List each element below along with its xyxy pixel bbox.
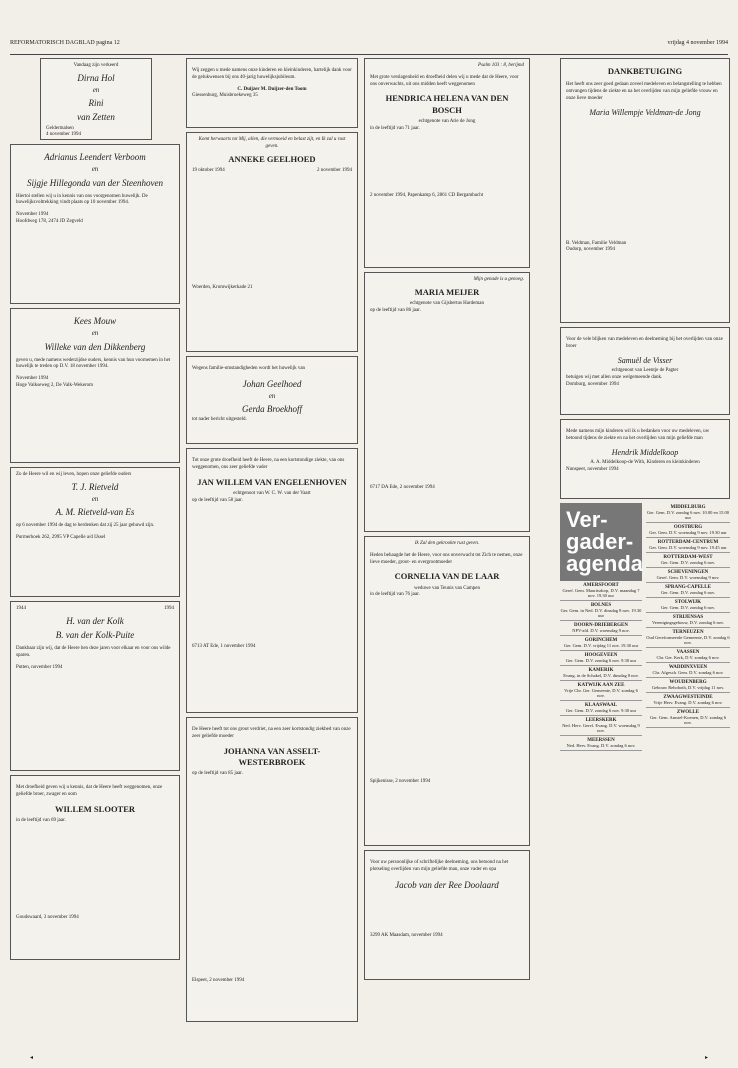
agenda-heading-line: agenda xyxy=(566,551,644,576)
agenda-details: Vrije Chr. Ger. Gemeente, D.V. zondag 6 nov. xyxy=(564,688,638,698)
age: in de leeftijd van 71 jaar. xyxy=(370,125,420,131)
date: November 1994 xyxy=(16,376,49,382)
age: op de leeftijd van 86 jaar. xyxy=(370,307,421,313)
agenda-details: Ger. Gem. Amstel-Koenen, D.V. zondag 6 nov. xyxy=(650,715,726,725)
thanks-duijzer xyxy=(186,58,358,128)
year-end: 1994 xyxy=(164,606,174,611)
obituary-slooter xyxy=(10,775,180,960)
person-name: Kees Mouw xyxy=(73,316,117,326)
agenda-heading-line: gader- xyxy=(566,529,634,554)
agenda-place: AMERSFOORT xyxy=(583,583,619,588)
deceased-name: HENDRICA HELENA VAN DEN BOSCH xyxy=(385,93,509,115)
agenda-entry xyxy=(646,693,730,708)
agenda-details: Ger. Gem. D.V. vrijdag 11 nov. 19.30 uur xyxy=(563,643,639,648)
address: Woerden, Kromwijkerkade 21 xyxy=(192,284,253,290)
thanks-veldman xyxy=(560,58,730,323)
thanks-de-visser xyxy=(560,327,730,415)
agenda-details: Oud Gereformeerde Gemeente, D.V. zondag 6 nov. xyxy=(646,635,730,645)
body-text: Dankbaar zijn wij, dat de Heere hen deze jaren voor elkaar en voor ons wilde sparen. xyxy=(16,646,171,658)
agenda-entry xyxy=(560,701,642,716)
deceased-name: ANNEKE GEELHOED xyxy=(228,153,316,164)
conjunction: en xyxy=(268,391,276,400)
deceased-name: JAN WILLEM VAN ENGELENHOVEN xyxy=(197,476,347,487)
arrow-left-icon: ◂ xyxy=(30,1055,34,1061)
agenda-place: DOORN-DRIEBERGEN xyxy=(574,623,628,628)
announcement-verboom xyxy=(10,144,180,304)
thanks-middelkoop xyxy=(560,419,730,499)
column-3 xyxy=(364,58,530,984)
scripture-quote: Komt herwaarts tot Mij, allen, die vermoeid en belast zijt, en Ik zal u rust geven. xyxy=(198,137,346,149)
address: Putten, november 1994 xyxy=(16,664,63,670)
agenda-heading xyxy=(560,503,642,581)
deceased-name: JOHANNA VAN ASSELT-WESTERBROEK xyxy=(223,745,321,767)
person-name: A. M. Rietveld-van Es xyxy=(55,507,135,518)
vergader-agenda xyxy=(560,503,730,751)
agenda-details: Ger. Gem. D.V. zondag 6 nov. 10.00 en 15.00 uur xyxy=(647,510,729,520)
date: November 1994 xyxy=(16,212,49,218)
agenda-place: GORINCHEM xyxy=(584,638,618,643)
agenda-entry xyxy=(646,583,730,598)
agenda-details: Ger. Gem. D.V. zondag 6 nov. 9.30 uur xyxy=(565,658,637,663)
announcement-mouw xyxy=(10,308,180,463)
announcement-van-der-kolk xyxy=(10,601,180,771)
address: 6713 AT Ede, 1 november 1994 xyxy=(192,644,256,650)
agenda-right-list xyxy=(646,503,730,751)
deceased-name: CORNELIA VAN DE LAAR xyxy=(394,571,500,582)
agenda-entry xyxy=(646,568,730,583)
death-date: 2 november 1994 xyxy=(317,167,352,173)
agenda-place: ZWOLLE xyxy=(676,710,700,715)
column-5 xyxy=(560,58,730,751)
person-name: H. van der Kolk xyxy=(66,615,124,626)
intro-text: Zo de Heere wil en wij leven, hopen onze geliefde ouders xyxy=(16,472,132,477)
agenda-details: Verenigingsgebouw, D.V. zondag 6 nov. xyxy=(651,620,725,625)
agenda-entry xyxy=(646,598,730,613)
agenda-entry xyxy=(646,628,730,648)
scripture-quote: Ik Zal den gekrookte rust geven. xyxy=(414,541,480,546)
address: Elspeet, 2 november 1994 xyxy=(192,978,245,984)
body-text: Het heeft ons zeer goed gedaan zoveel medeleven en belangstelling te hebben ontvangen tijdens de ziekte en na het overlijden van mijn geliefde vrouw en onze lieve moeder xyxy=(566,82,722,101)
agenda-details: Geref. Gem. D.V. woensdag 9 nov. xyxy=(656,575,720,580)
person-name: Dirna Hol xyxy=(77,72,115,83)
agenda-place: SCHEVENINGEN xyxy=(667,570,709,575)
footer-text: tot nader bericht uitgesteld. xyxy=(192,417,247,423)
person-name: Sijgje Hillegonda van der Steenhoven xyxy=(27,177,163,188)
agenda-entry xyxy=(560,736,642,751)
conjunction: en xyxy=(91,494,99,503)
agenda-details: Ger. Gem. D.V. woensdag 9 nov. 19.30 uur xyxy=(649,530,727,535)
agenda-place: STRIJENSAS xyxy=(672,615,704,620)
address: Hoofdweg 178, 2474 JD Zegveld xyxy=(16,218,83,224)
agenda-details: Ger. Gem. D.V. zondag 6 nov. xyxy=(660,560,716,565)
spouse: echtgenoot van Leentje de Pagter xyxy=(611,368,679,374)
person-name: Gerda Broekhoff xyxy=(241,404,303,415)
agenda-place: MEERSSEN xyxy=(587,738,615,743)
agenda-entry xyxy=(560,601,642,621)
age: op de leeftijd van 58 jaar. xyxy=(192,497,243,503)
address: Purmerhoek 262, 2995 VP Capelle a/d IJssel xyxy=(16,535,106,541)
address: 3299 AK Maasdam, november 1994 xyxy=(370,932,443,938)
agenda-entry xyxy=(560,621,642,636)
agenda-details: Gebouw Rehoboth, D.V. vrijdag 11 nov. xyxy=(651,685,725,690)
agenda-place: BOLNES xyxy=(590,603,612,608)
body-text: Tot onze grote droefheid heeft de Heere, na een kortstondige ziekte, van ons weggenomen, ons zeer geliefde vader xyxy=(192,458,345,470)
obituary-van-engelenhoven xyxy=(186,448,358,713)
agenda-details: Ger. Gem. in Ned. D.V. dinsdag 8 nov. 19.30 uur xyxy=(560,608,642,618)
header-left: REFORMATORISCH DAGBLAD pagina 12 xyxy=(10,40,120,46)
agenda-place: LEERSKERK xyxy=(585,718,617,723)
spouse: echtgenote van Arie de Jong xyxy=(418,119,476,125)
announcement-hol-van-zetten xyxy=(40,58,152,140)
agenda-place: OOSTBURG xyxy=(673,525,703,530)
header-right: vrijdag 4 november 1994 xyxy=(667,40,728,46)
address: Domburg, november 1994 xyxy=(566,381,619,387)
address: Spijkenisse, 2 november 1994 xyxy=(370,779,431,785)
agenda-details: Ned. Herv. Geref. Evang. D.V. woensdag 9 nov. xyxy=(562,723,640,733)
body-text: op 6 november 1994 de dag te herdenken dat zij 25 jaar gehuwd zijn. xyxy=(16,523,155,529)
obituary-geelhoed xyxy=(186,132,358,352)
body-text: Wegens familie-omstandigheden wordt het huwelijk van xyxy=(192,366,306,371)
agenda-entry xyxy=(560,681,642,701)
signature: A. A. Middelkoop-de With, Kinderen en kleinkinderen xyxy=(590,460,700,466)
intro-text: Vandaag zijn verkeerd xyxy=(73,63,119,68)
agenda-details: Geref. Gem. Mauritsdorp, D.V. maandag 7 nov. 19.30 uur xyxy=(562,588,640,598)
agenda-entry xyxy=(560,666,642,681)
date: 4 november 1994 xyxy=(46,132,81,138)
obituary-van-de-laar xyxy=(364,536,530,846)
body-text: De Heere heeft tot ons groot verdriet, na een zeer kortstondig ziekbed van onze zeer geliefde moeder xyxy=(192,727,351,739)
agenda-place: WOUDENBERG xyxy=(669,680,707,685)
body-text: Hiertoi stellen wij u in kennis van ons voorgenomen huwelijk. De huwelijksvoltrekking vindt plaats op 10 november 1994. xyxy=(16,193,148,206)
spouse: weduwe van Teunis van Campen xyxy=(414,585,480,591)
box-title: DANKBETUIGING xyxy=(607,66,683,76)
agenda-details: Vrije Herv. Evang. D.V. zondag 6 nov. xyxy=(653,700,723,705)
thanks-van-der-ree xyxy=(364,850,530,980)
person-name: Rini xyxy=(88,98,104,109)
agenda-entry xyxy=(646,708,730,728)
column-2 xyxy=(186,58,358,1026)
year-start: 1944 xyxy=(16,606,26,611)
agenda-details: Ned. Herv. Evang. D.V. zondag 6 nov. xyxy=(566,743,636,748)
agenda-entry xyxy=(646,503,730,523)
agenda-place: HOOGEVEEN xyxy=(584,653,618,658)
obituary-van-asselt xyxy=(186,717,358,1022)
agenda-details: Chr. Afgesch. Gem. D.V. zondag 6 nov. xyxy=(652,670,724,675)
address: 6717 DA Ede, 2 november 1994 xyxy=(370,484,435,490)
deceased-name: Hendrik Middelkoop xyxy=(611,447,679,457)
agenda-place: KAMERIK xyxy=(588,668,614,673)
agenda-left-list xyxy=(560,581,642,751)
page-header xyxy=(10,40,728,55)
scripture-quote: Mijn genade is u genoeg. xyxy=(473,277,524,282)
person-name: B. van der Kolk-Puite xyxy=(55,629,135,640)
address: Giessenburg, Muisbroekeweg 35 xyxy=(192,93,258,99)
deceased-name: Maria Willempje Veldman-de Jong xyxy=(589,107,701,117)
body-text: Heden behaagde het de Heere, voor ons onverwacht tot Zich te nemen, onze lieve moeder, groot- en overgrootmoeder xyxy=(370,552,523,565)
address: Oudorp, november 1994 xyxy=(566,247,616,253)
agenda-details: Ger. Gem. D.V. zondag 6 nov. 9.30 uur xyxy=(565,708,637,713)
obituary-van-den-bosch xyxy=(364,58,530,268)
body-text: Mede namens mijn kinderen wil ik u bedanken voor uw medeleven, uw betoond tijdens de ziekte en na het overlijden van mijn geliefde man xyxy=(566,429,710,441)
footer-text: betuigen wij met allen onze welgemeende dank. xyxy=(566,375,663,381)
announcement-rietveld xyxy=(10,467,180,597)
postponement-notice xyxy=(186,356,358,444)
agenda-entry xyxy=(646,648,730,663)
agenda-left-column xyxy=(560,503,642,751)
agenda-details: Ger. Gem. D.V. zondag 6 nov. xyxy=(660,605,716,610)
body-text: Wij zeggen u mede namens onze kinderen en kleinkinderen, hartelijk dank voor de gelukwensen bij ons 40-jarig huwelijksjubileum. xyxy=(192,68,352,80)
column-1 xyxy=(10,58,180,964)
date: Goudswaard, 3 november 1994 xyxy=(16,914,79,920)
age: in de leeftijd van 76 jaar. xyxy=(370,592,420,598)
agenda-entry xyxy=(646,523,730,538)
agenda-place: TERNEUZEN xyxy=(672,630,704,635)
conjunction: en xyxy=(91,165,99,174)
birth-date: 19 oktober 1994 xyxy=(192,167,225,173)
agenda-place: VAASSEN xyxy=(676,650,700,655)
address: Hoge Valkseweg 2, De Valk-Wekerom xyxy=(16,382,94,388)
body-text: Voor uw persoonlijke of schriftelijke deelneming, ons betoond na het plotseling overlijden van mijn geliefde man, onze vader en opa xyxy=(370,860,509,872)
person-name: Adrianus Leendert Verboom xyxy=(44,152,146,162)
deceased-name: Samuël de Visser xyxy=(617,355,673,365)
age: op de leeftijd van 85 jaar. xyxy=(192,771,243,777)
conjunction: en xyxy=(91,329,99,338)
agenda-place: ROTTERDAM-WEST xyxy=(663,555,713,560)
agenda-place: MIDDELBURG xyxy=(670,505,706,510)
signature: B. Veldman, Familie Veldman xyxy=(566,240,627,246)
agenda-entry xyxy=(560,651,642,666)
agenda-place: WADDINXVEEN xyxy=(668,665,708,670)
agenda-entry xyxy=(560,716,642,736)
agenda-place: ZWAAGWESTEINDE xyxy=(663,695,713,700)
spouse: echtgenoot van W. C. W. van der Vaart xyxy=(233,490,311,496)
agenda-entry xyxy=(646,538,730,553)
agenda-heading-line: Ver- xyxy=(566,507,608,532)
agenda-entry xyxy=(646,553,730,568)
person-name: Johan Geelhoed xyxy=(242,378,302,389)
body-text: geven u, mede namens wederzijdse ouders, kennis van hun voornemen in het huwelijk te treden op D.V. 18 november 1994. xyxy=(16,357,171,370)
agenda-place: STOLWIJK xyxy=(674,600,702,605)
agenda-place: ROTTERDAM-CENTRUM xyxy=(657,540,719,545)
person-name: Willeke van den Dikkenberg xyxy=(44,341,146,352)
agenda-details: Ger. Gem. D.V. woensdag 9 nov. 19.45 uur xyxy=(649,545,727,550)
body-text: Met droefheid geven wij u kennis, dat de Heere heeft weggenomen, onze geliefde broer, zwager en oom xyxy=(16,785,163,797)
agenda-details: Evang. in de Schakel, D.V. dinsdag 8 nov. xyxy=(563,673,639,678)
deceased-name: Jacob van der Ree Doolaard xyxy=(395,879,499,890)
person-name: T. J. Rietveld xyxy=(71,481,119,492)
agenda-details: Chr. Ger. Kerk, D.V. zondag 6 nov. xyxy=(656,655,720,660)
conjunction: en xyxy=(92,85,100,94)
agenda-entry xyxy=(560,581,642,601)
body-text: Met grote verslagenheid en droefheid delen wij u mede dat de Heere, voor ons onverwachts, uit ons midden heeft weggenomen xyxy=(370,74,519,87)
arrow-right-icon: ▸ xyxy=(704,1055,708,1061)
agenda-place: KATWIJK AAN ZEE xyxy=(577,683,625,688)
scripture-quote: Psalm 103 : 8, berijmd xyxy=(478,63,524,68)
address: 2 november 1994, Papenkamp 6, 2861 CD Bergambacht xyxy=(370,192,484,198)
body-text: Voor de vele blijken van medeleven en deelneming bij het overlijden van onze broer xyxy=(566,337,723,349)
agenda-details: NPV-afd. D.V. woensdag 9 nov. xyxy=(572,628,630,633)
agenda-entry xyxy=(560,636,642,651)
address: Nunspeet, november 1994 xyxy=(566,467,619,473)
agenda-place: SPRANG-CAPELLE xyxy=(665,585,711,590)
agenda-entry xyxy=(646,613,730,628)
agenda-entry xyxy=(646,678,730,693)
agenda-details: Ger. Gem. D.V. zondag 6 nov. xyxy=(660,590,716,595)
person-name: van Zetten xyxy=(77,112,115,123)
agenda-entry xyxy=(646,663,730,678)
page-footer-marks xyxy=(0,1054,738,1060)
deceased-name: WILLEM SLOOTER xyxy=(54,803,136,814)
place: Geldermalsen xyxy=(46,125,74,131)
age: in de leeftijd van 69 jaar. xyxy=(16,817,66,823)
deceased-name: MARIA MEIJER xyxy=(414,286,480,297)
agenda-place: KLAASWAAL xyxy=(584,703,618,708)
signature: C. Duijzer M. Duijzer-den Toom xyxy=(237,86,307,92)
obituary-meijer xyxy=(364,272,530,532)
spouse: echtgenote van Gijsbertus Hardeman xyxy=(409,301,484,307)
